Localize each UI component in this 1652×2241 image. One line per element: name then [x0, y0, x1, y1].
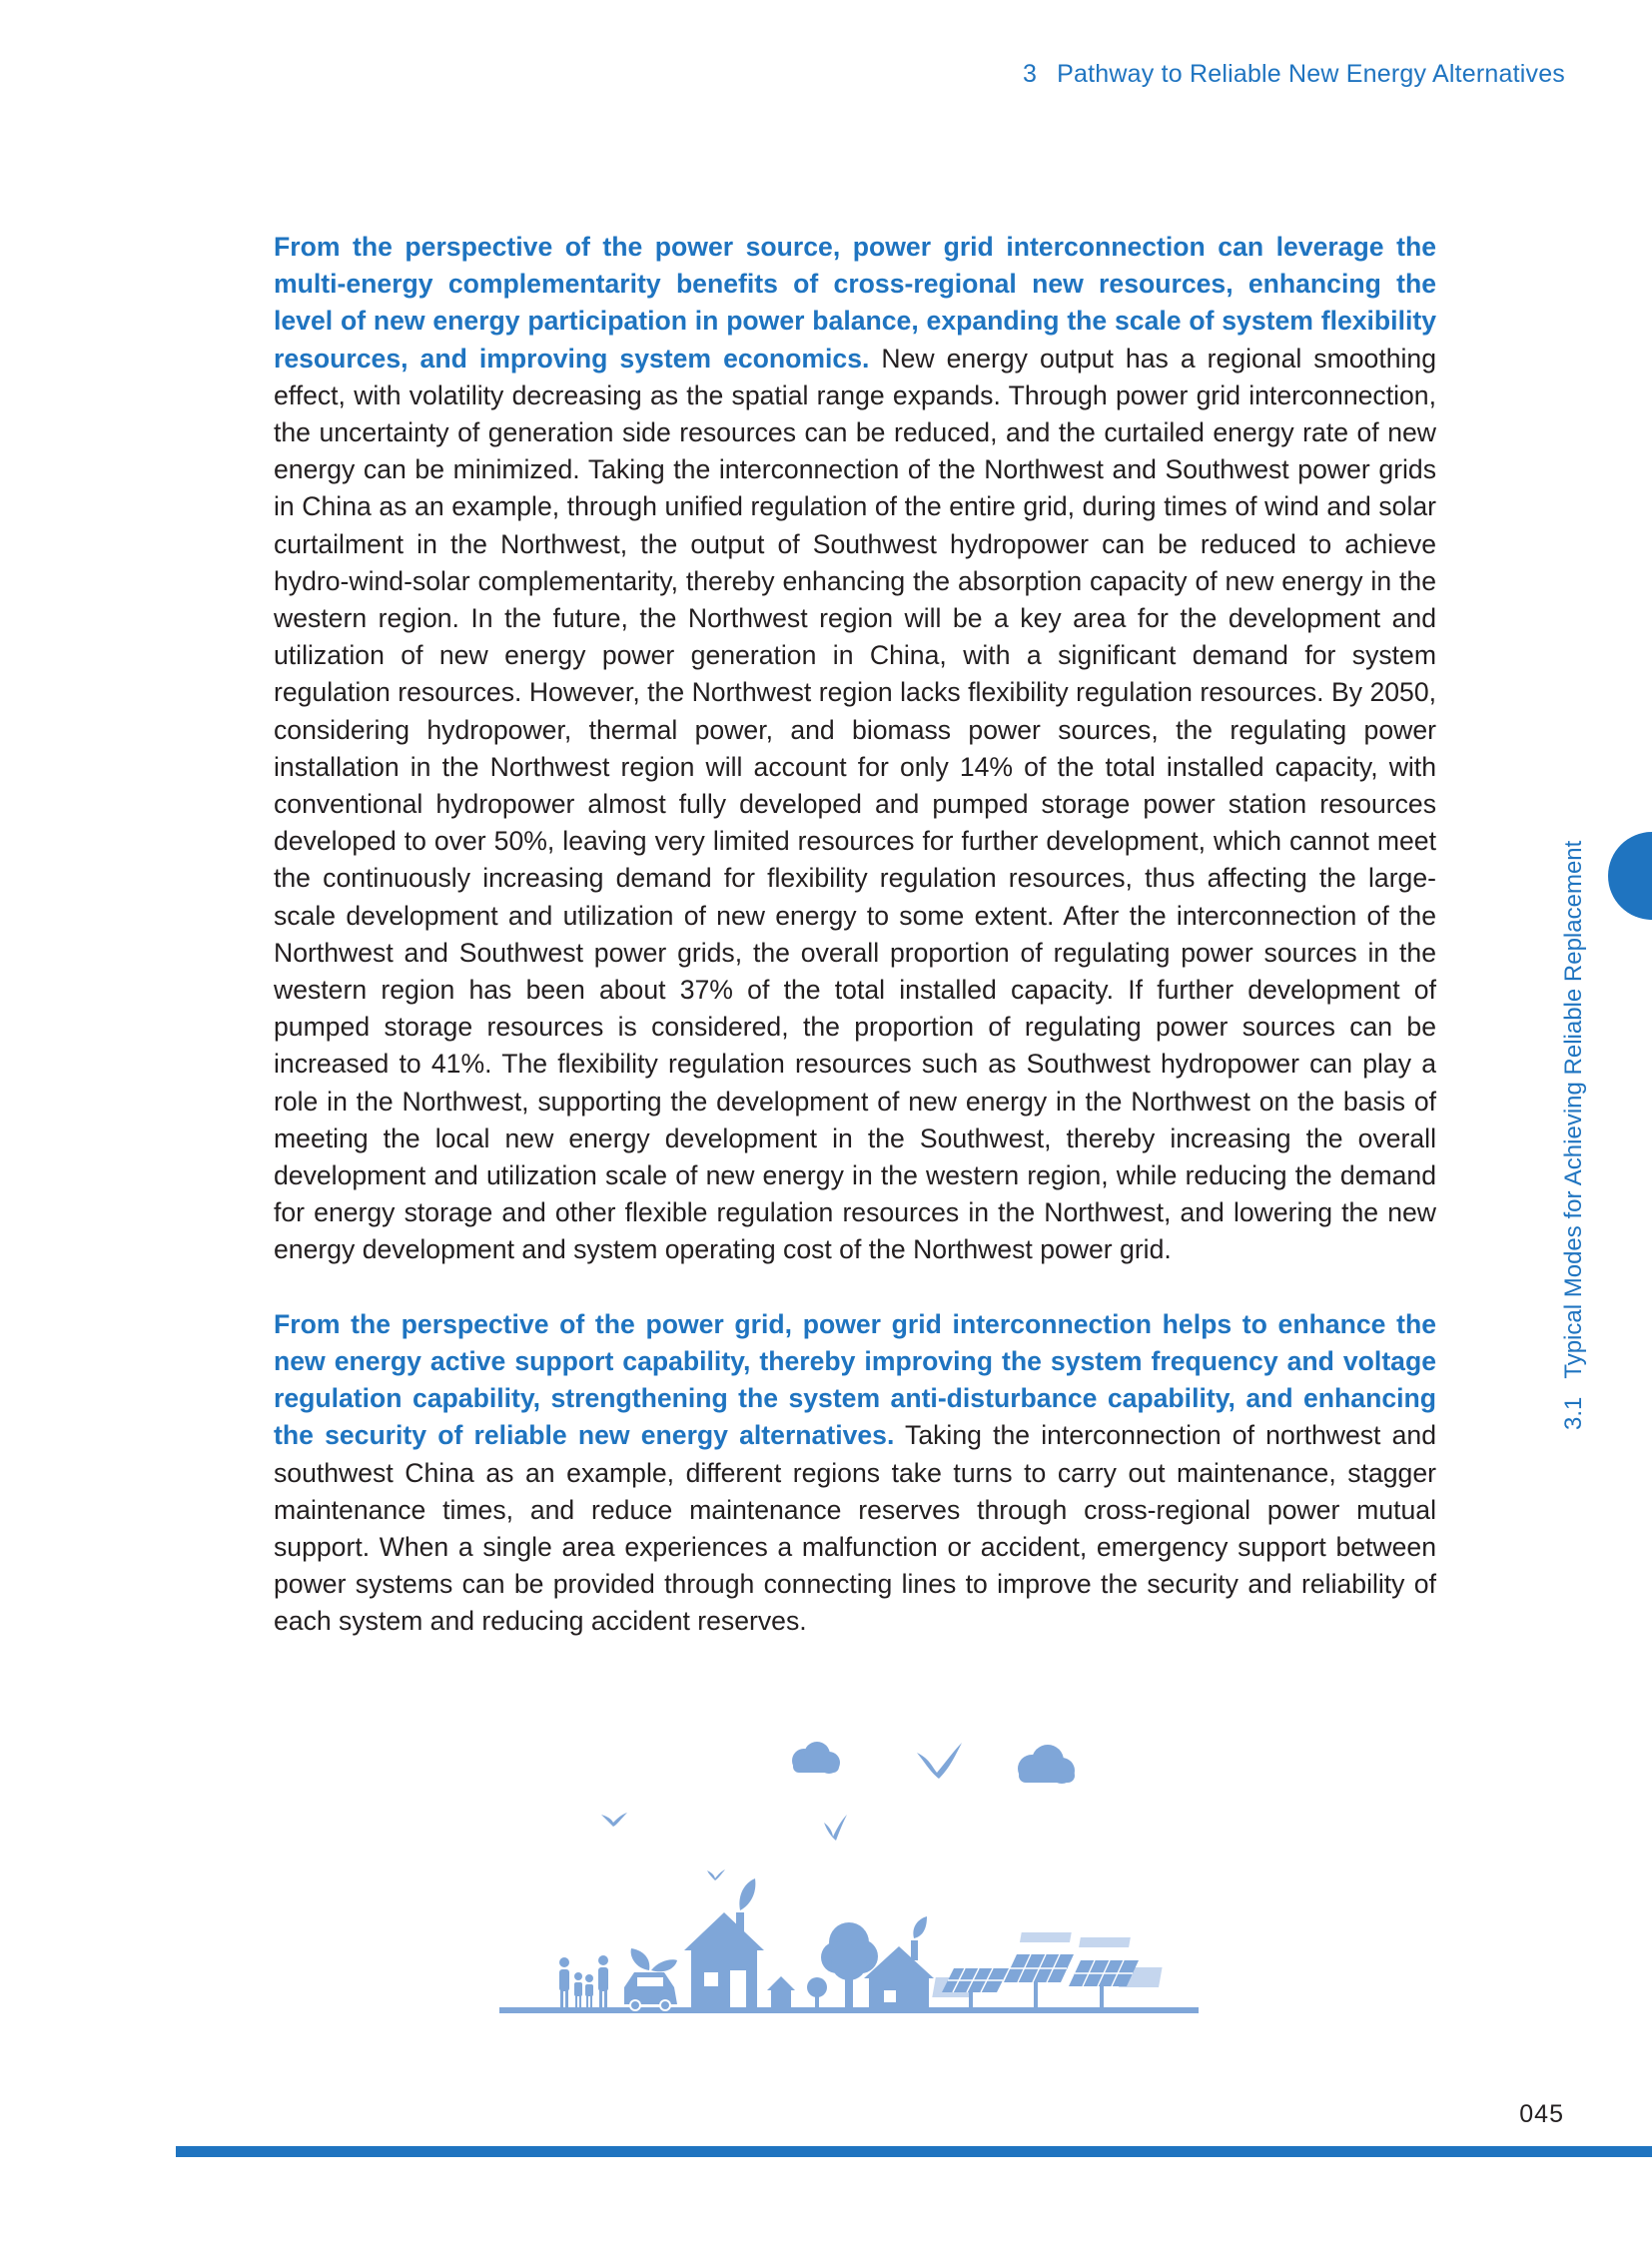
leaf-icon — [631, 1948, 677, 1971]
chapter-title: Pathway to Reliable New Energy Alternatives — [1057, 60, 1565, 88]
bird-icon — [601, 1813, 627, 1827]
cloud-icon — [792, 1742, 840, 1774]
family-icon — [559, 1955, 608, 2007]
bird-icon — [707, 1869, 725, 1880]
car-icon — [624, 1972, 677, 2011]
footer-bar — [176, 2146, 1652, 2157]
chapter-number: 3 — [1023, 60, 1038, 88]
paragraph-power-grid — [274, 1306, 1436, 1641]
bird-icon — [917, 1743, 962, 1779]
body-text — [274, 229, 1436, 1678]
small-house-icon — [767, 1976, 795, 2007]
paragraph-body: Taking the interconnection of northwest and southwest China as an example, different regions take turns to carry out maintenance, stagger maintenance times, and reduce maintenance reserves through cross-regional power mutual support. When a single area experiences a malfunction or accident, emergency support between power systems can be provided through connecting lines to improve the security and reliability of each system and reducing accident reserves. — [274, 1420, 1436, 1637]
paragraph-power-source — [274, 229, 1436, 1269]
solar-panel-icon — [1004, 1954, 1074, 2007]
running-header — [1023, 60, 1565, 89]
chapter-tab — [1608, 832, 1652, 920]
paragraph-body: New energy output has a regional smoothing effect, with volatility decreasing as the spatial range expands. Through power grid interconnection, the uncertainty of generation side resources can be reduced, and the curtailed energy rate of new energy can be minimized. Taking the interconnection of the Northwest and Southwest power grids in China as an example, through unified regulation of the entire grid, during times of wind and solar curtailment in the Northwest, the output of Southwest hydropower can be reduced to achieve hydro-wind-solar complementarity, thereby enhancing the absorption capacity of new energy in the western region. In the future, the Northwest region will be a key area for the development and utilization of new energy power generation in China, with a significant demand for system regulation resources. However, the Northwest region lacks flexibility regulation resources. By 2050, considering hydropower, thermal power, and biomass power sources, the regulating power installation in the Northwest region will account for only 14% of the total installed capacity, with conventional hydropower almost fully developed and pumped storage power station resources developed to over 50%, leaving very limited resources for further development, which cannot meet the continuously increasing demand for flexibility regulation resources, thus affecting the large-scale development and utilization of new energy to some extent. After the interconnection of the Northwest and Southwest power grids, the overall proportion of regulating power sources in the western region has been about 37% of the total installed capacity. If further development of pumped storage resources is considered, the proportion of regulating power sources can be increased to 41%. The flexibility regulation resources such as Southwest hydropower can play a role in the Northwest, supporting the development of new energy in the Northwest on the basis of meeting the local new energy development in the Southwest, thereby increasing the overall development and utilization scale of new energy in the western region, while reducing the demand for energy storage and other flexible regulation resources in the Northwest, and lowering the new energy development and system operating cost of the Northwest power grid. — [274, 343, 1436, 1265]
house-icon — [684, 1912, 764, 2007]
section-number: 3.1 — [1560, 1396, 1587, 1430]
side-section-label — [1560, 841, 1588, 1430]
leaf-icon — [739, 1878, 755, 1910]
paragraph-lead: From the perspective of the power source, power grid interconnection can leverage the multi-energy complementarity benefits of cross-regional new resources, enhancing the level of new energy participation in power balance, expanding the scale of system flexibility resources, and improving system economics. — [274, 232, 1436, 374]
cloud-icon — [1018, 1745, 1075, 1784]
bird-icon — [824, 1815, 847, 1841]
section-title: Typical Modes for Achieving Reliable Replacement — [1560, 840, 1587, 1379]
green-energy-illustration — [499, 1733, 1219, 2037]
tree-icon — [807, 1922, 878, 2007]
paragraph-lead: From the perspective of the power grid, power grid interconnection helps to enhance the new energy active support capability, thereby improving the system frequency and voltage regulation capability, strengthening the system anti-disturbance capability, and enhancing the security of reliable new energy alternatives. — [274, 1308, 1436, 1451]
ground-line — [499, 2007, 1199, 2013]
page-number: 045 — [1519, 2100, 1564, 2128]
leaf-icon — [913, 1916, 927, 1938]
